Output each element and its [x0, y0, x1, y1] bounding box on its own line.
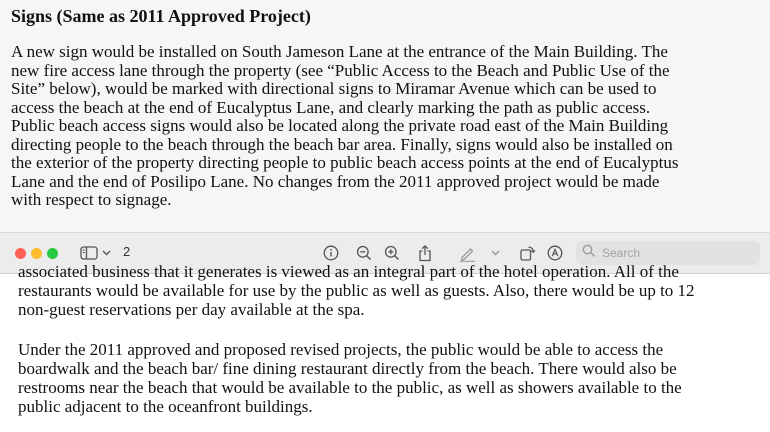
- info-icon[interactable]: [320, 242, 342, 264]
- document-page-bottom: [0, 262, 770, 432]
- share-icon[interactable]: [414, 242, 436, 264]
- zoom-in-icon[interactable]: [381, 242, 403, 264]
- text-line: public adjacent to the oceanfront buildings.: [18, 397, 313, 416]
- rotate-icon[interactable]: [516, 242, 538, 264]
- text-line-partial: associated business that it generates is viewed as an integral part of the hotel operation. All of the: [18, 262, 679, 281]
- text-line: Site” below), would be marked with directional signs to Miramar Avenue which can be used to: [11, 79, 657, 98]
- close-window-button[interactable]: [15, 248, 26, 259]
- text-line: restrooms near the beach that would be available to the public, as well as showers available to the: [18, 378, 682, 397]
- text-line: A new sign would be installed on South Jameson Lane at the entrance of the Main Building. The: [11, 42, 668, 61]
- text-line: with respect to signage.: [11, 190, 172, 209]
- text-line: restaurants would be available for use by the public as well as guests. Also, there would be up to 12: [18, 281, 695, 300]
- minimize-window-button[interactable]: [31, 248, 42, 259]
- public-access-paragraph: [18, 340, 758, 416]
- section-heading: Signs (Same as 2011 Approved Project): [11, 6, 311, 26]
- page-number: 2: [123, 244, 131, 259]
- text-line: Under the 2011 approved and proposed revised projects, the public would be able to access the: [18, 340, 664, 359]
- chevron-down-icon[interactable]: [488, 242, 502, 264]
- text-line: Lane and the end of Posilipo Lane. No changes from the 2011 approved project would be made: [11, 171, 660, 191]
- text-line: Public beach access signs would also be located along the private road east of the Main Building: [11, 116, 669, 135]
- text-line: non-guest reservations per day available at the spa.: [18, 300, 365, 319]
- highlight-pen-icon[interactable]: [456, 242, 478, 264]
- sidebar-icon[interactable]: [78, 242, 100, 264]
- text-line: the exterior of the property directing people to public beach access points at the end of Eucalyptus: [11, 153, 679, 172]
- search-placeholder: Search: [602, 246, 641, 260]
- search-icon: [582, 244, 596, 262]
- chevron-down-icon[interactable]: [99, 242, 113, 264]
- text-line: directing people to the beach through the beach bar area. Finally, signs would also be installed on: [11, 134, 673, 154]
- zoom-out-icon[interactable]: [353, 242, 375, 264]
- markup-icon[interactable]: [544, 242, 566, 264]
- fullscreen-window-button[interactable]: [47, 248, 58, 259]
- text-line: new fire access lane through the property (see “Public Access to the Beach and Public Use of the: [11, 60, 670, 80]
- text-line: access the beach at the end of Eucalyptus Lane, and clearly marking the path as public access.: [11, 97, 651, 117]
- signs-paragraph: [11, 43, 765, 210]
- text-line: boardwalk and the beach bar/ fine dining restaurant directly from the beach. There would also be: [18, 359, 677, 378]
- restaurants-paragraph: [18, 262, 758, 319]
